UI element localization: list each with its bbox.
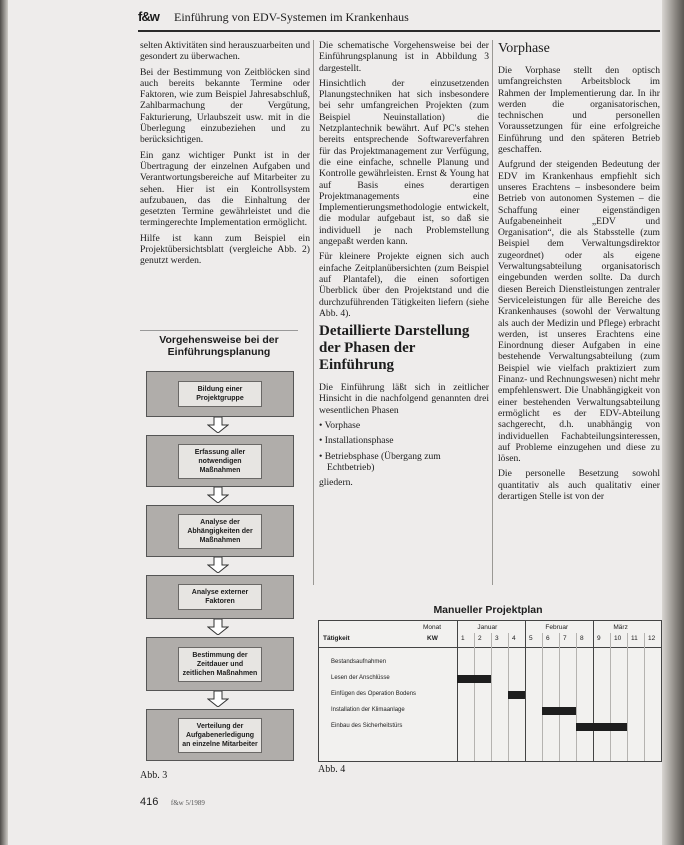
gantt-task-label: Einbau des Sicherheitstürs bbox=[331, 723, 403, 729]
gantt-week: 4 bbox=[512, 635, 516, 642]
gantt-task-label: Installation der Klimaanlage bbox=[331, 707, 405, 713]
flow-step bbox=[146, 709, 294, 761]
paragraph: Hilfe ist kann zum Beispiel ein Projektübersichtsblatt (vergleiche Abb. 2) genutzt werden. bbox=[140, 232, 310, 267]
gantt-week: 10 bbox=[614, 635, 622, 642]
page-footer bbox=[140, 796, 205, 808]
column-rule bbox=[313, 40, 314, 585]
flow-step bbox=[146, 435, 294, 487]
gantt-gridline bbox=[559, 633, 560, 761]
gantt-gridline bbox=[491, 633, 492, 761]
flow-step bbox=[146, 575, 294, 619]
flow-step bbox=[146, 371, 294, 417]
footer-publisher: f&w 5/1989 bbox=[170, 799, 205, 807]
paragraph: Ein ganz wichtiger Punkt ist in der Übertragung der einzelnen Aufgaben und Verantwortungsbereiche auf Mitarbeiter zu sehen. Hier ist ein Kontrollsystem aufzubauen, das die Einhaltung der gesetzten Termine gewährleistet und die termingerechte Implementation ermöglicht. bbox=[140, 149, 310, 229]
flow-step-label: Analyse externer Faktoren bbox=[178, 584, 262, 610]
paragraph: Die Vorphase stellt den optisch umfangreichsten Arbeitsblock im Rahmen der Implementierung dar. In ihr werden die organisatorischen, technischen und personellen Voraussetzungen für eine erfolgreiche Einführung und den späteren Betrieb geschaffen. bbox=[498, 65, 660, 156]
gantt-week: 7 bbox=[563, 635, 567, 642]
gantt-month: März bbox=[613, 624, 628, 631]
gantt-gridline bbox=[593, 621, 594, 761]
gantt-activity-label: Tätigkeit bbox=[323, 635, 350, 642]
gantt-week: 3 bbox=[495, 635, 499, 642]
gantt-chart bbox=[318, 604, 664, 775]
column-rule bbox=[492, 40, 493, 585]
gantt-kw-label: KW bbox=[427, 635, 438, 642]
figure-caption: Abb. 4 bbox=[318, 764, 346, 775]
gantt-month: Februar bbox=[545, 624, 569, 631]
gantt-week: 8 bbox=[580, 635, 584, 642]
arrow-down-icon bbox=[207, 691, 229, 707]
flow-step-label: Analyse der Abhängigkeiten der Maßnahmen bbox=[178, 514, 262, 549]
paragraph: gliedern. bbox=[319, 477, 353, 489]
gantt-week: 5 bbox=[529, 635, 533, 642]
page-left-edge bbox=[0, 0, 8, 845]
header-rule bbox=[138, 30, 660, 32]
paragraph: Die Einführung läßt sich in zeitlicher Hinsicht in die nachfolgend genannten drei wesentlichen Phasen bbox=[319, 382, 489, 416]
paragraph: Hinsichtlich der einzusetzenden Planungstechniken hat sich insbesondere bei sehr umfangreichen Projekten (zum Beispiel Neuinstallation) die Netzplantechnik bewährt. Auf PC's stehen bereits entsprechende Softwareverfahren für das Projektmanagement zur Verfügung, die eine einfache, schnelle Planung und Kontrolle gewährleisten. Ernst & Young hat auf Basis eines derartigen Projektmanagements eine Implementierungsmethodologie entwickelt, die modular aufgebaut ist, so daß sie individuell je nach Problemstellung angepaßt werden kann. bbox=[319, 77, 489, 248]
text-column-2 bbox=[319, 40, 489, 493]
gantt-bar bbox=[542, 707, 576, 715]
arrow-down-icon bbox=[207, 619, 229, 635]
gantt-gridline bbox=[525, 621, 526, 761]
flow-step-label: Erfassung aller notwendigen Maßnahmen bbox=[178, 444, 262, 479]
flow-step-label: Verteilung der Aufgabenerledigung an einzelne Mitarbeiter bbox=[178, 718, 262, 753]
section-heading: Vorphase bbox=[498, 41, 550, 56]
flow-step-label: Bildung einer Projektgruppe bbox=[178, 381, 262, 407]
arrow-down-icon bbox=[207, 487, 229, 503]
paragraph: selten Aktivitäten sind herauszuarbeiten und gesondert zu überwachen. bbox=[140, 40, 310, 63]
text-column-3 bbox=[498, 40, 660, 506]
header-title: Einführung von EDV-Systemen im Krankenhaus bbox=[174, 10, 409, 24]
gantt-task-label: Einfügen des Operation Bodens bbox=[331, 691, 417, 697]
gantt-week: 11 bbox=[631, 635, 638, 642]
gantt-gridline bbox=[644, 633, 645, 761]
gantt-title: Manueller Projektplan bbox=[433, 604, 543, 616]
gantt-task-label: Bestandsaufnahmen bbox=[331, 659, 387, 665]
bullet-item: • Betriebsphase (Übergang zum Echtbetrieb) bbox=[319, 450, 441, 473]
gantt-gridline bbox=[542, 633, 543, 761]
running-header bbox=[138, 7, 558, 31]
gantt-gridline bbox=[576, 633, 577, 761]
gantt-week: 6 bbox=[546, 635, 550, 642]
bullet-item: • Installationsphase bbox=[319, 435, 394, 447]
flow-step-label: Bestimmung der Zeitdauer und zeitlichen Maßnahmen bbox=[178, 647, 262, 682]
gantt-bar bbox=[457, 675, 491, 683]
flowchart bbox=[140, 330, 298, 766]
gantt-gridline bbox=[457, 621, 458, 761]
journal-logo: f&w bbox=[138, 9, 159, 24]
gantt-bar bbox=[576, 723, 627, 731]
arrow-down-icon bbox=[207, 417, 229, 433]
flow-step bbox=[146, 637, 294, 691]
paragraph: Für kleinere Projekte eignen sich auch einfache Zeitplanübersichten (zum Beispiel auf Plantafel), die einen sofortigen Überblick über den Projektstand und die durchzuführenden Tätigkeiten liefern (siehe Abb. 4). bbox=[319, 251, 489, 319]
gantt-week: 12 bbox=[648, 635, 656, 642]
gantt-week: 2 bbox=[478, 635, 482, 642]
figure-caption: Abb. 3 bbox=[140, 770, 168, 781]
gantt-gridline bbox=[474, 633, 475, 761]
bullet-item: • Vorphase bbox=[319, 420, 361, 432]
gantt-gridline bbox=[610, 633, 611, 761]
page-number: 416 bbox=[140, 796, 159, 808]
gantt-frame bbox=[318, 620, 662, 762]
gantt-task-label: Lesen der Anschlüsse bbox=[331, 675, 390, 681]
gantt-gridline bbox=[627, 633, 628, 761]
gantt-month: Januar bbox=[477, 624, 498, 631]
paragraph: Bei der Bestimmung von Zeitblöcken sind auch bereits bekannte Termine oder Faktoren, wie zum Beispiel Jahresabschluß, Zahlbarmachung der Vergütung, Fakturierung, Urlaubszeit usw. mit in die Überlegung einzubeziehen und zu berücksichtigen. bbox=[140, 66, 310, 146]
paragraph: Aufgrund der steigenden Bedeutung der EDV im Krankenhaus empfiehlt sich unseres Erachtens – insbesondere beim Betrieb von autonomen Systemen – die Schaffung einer eigenständigen Aufgabeneinheit „EDV und Organisation“, die als Stabsstelle (zum Beispiel dem Verwaltungsdirektor zugeordnet) oder als eigene Verwaltungsabteilung organisatorisch eingebunden werden sollte. Da durch diesen Bereich Dienstleistungen zentraler Serviceleistungen für alle Bereiche des Krankenhauses (sowohl der Verwaltung als auch der Medizin und Pflege) erbracht werden, ist unseres Erachtens eine Einordnung dieser Aufgaben in eine bestehende Verwaltungsabteilung (zum Beispiel wie vielfach praktiziert zum Finanz- und Rechnungswesen) nicht mehr empfehlenswert. Die Unabhängigkeit von einer bestehenden Verwaltungsabteilung ermöglicht es der EDV-Abteilung sachgerecht, d.h. unabhängig von individuellen Fachabteilungsinteressen, auf Probleme einzugehen und diese zu lösen. bbox=[498, 159, 660, 465]
gantt-week: 9 bbox=[597, 635, 601, 642]
gantt-month-label: Monat bbox=[423, 624, 442, 631]
flow-step bbox=[146, 505, 294, 557]
gantt-gridline bbox=[661, 621, 662, 761]
flowchart-title: Vorgehensweise bei der Einführungsplanung bbox=[159, 334, 279, 358]
section-heading: Detaillierte Darstellung der Phasen der Einführung bbox=[319, 323, 470, 374]
arrow-down-icon bbox=[207, 557, 229, 573]
book-spine-edge bbox=[662, 0, 684, 845]
gantt-week: 1 bbox=[461, 635, 465, 642]
paragraph: Die personelle Besetzung sowohl quantitativ als auch qualitativ einer derartigen Stelle ist von der bbox=[498, 468, 660, 502]
text-column-1 bbox=[140, 40, 310, 271]
paragraph: Die schematische Vorgehensweise bei der Einführungsplanung ist in Abbildung 3 dargestellt. bbox=[319, 40, 489, 74]
gantt-bar bbox=[508, 691, 525, 699]
